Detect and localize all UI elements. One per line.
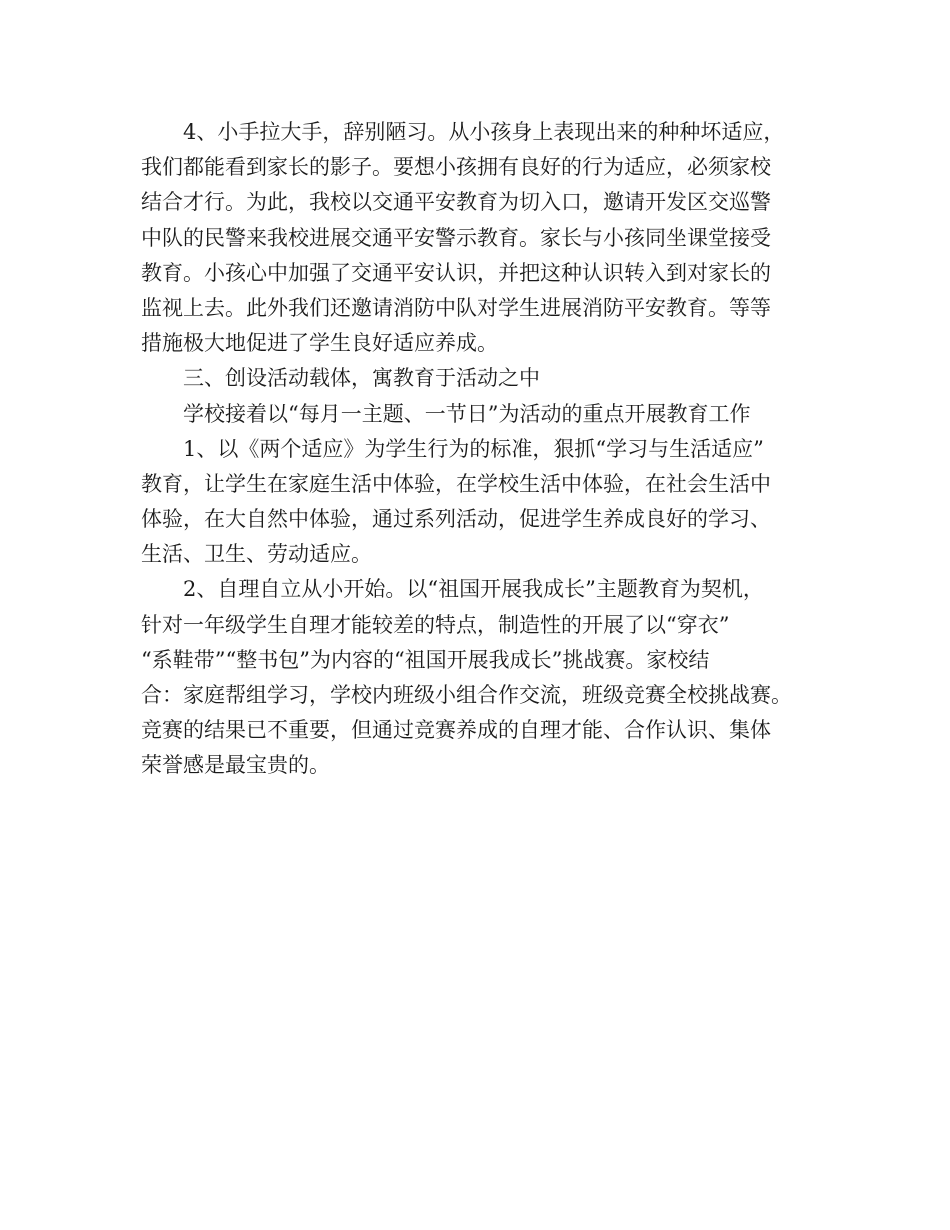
paragraph-traffic-safety	[141, 115, 831, 361]
text-line: 教育，让学生在家庭生活中体验，在学校生活中体验，在社会生活中	[141, 471, 771, 496]
paragraph-self-reliance	[141, 572, 831, 783]
text-line: 生活、卫生、劳动适应。	[141, 542, 372, 567]
text-line: “系鞋带”“整书包”为内容的“祖国开展我成长”挑战赛。家校结	[141, 647, 710, 672]
section-heading	[141, 361, 831, 396]
text-line: 我们都能看到家长的影子。要想小孩拥有良好的行为适应，必须家校	[141, 155, 771, 180]
text-line: 2、自理自立从小开始。以“祖国开展我成长”主题教育为契机，	[183, 577, 764, 602]
paragraph-monthly-theme	[141, 397, 831, 432]
text-line: 4、小手拉大手，辞别陋习。从小孩身上表现出来的种种坏适应，	[183, 120, 785, 144]
text-line: 针对一年级学生自理才能较差的特点，制造性的开展了以“穿衣”	[141, 612, 730, 637]
text-line: 教育。小孩心中加强了交通平安认识，并把这种认识转入到对家长的	[141, 260, 771, 285]
text-line: 措施极大地促进了学生良好适应养成。	[141, 331, 498, 356]
text-line: 三、创设活动载体，寓教育于活动之中	[183, 366, 540, 391]
text-line: 学校接着以“每月一主题、一节日”为活动的重点开展教育工作	[183, 401, 751, 426]
text-line: 荣誉感是最宝贵的。	[141, 753, 330, 778]
paragraph-two-habits	[141, 432, 831, 573]
text-line: 竞赛的结果已不重要，但通过竞赛养成的自理才能、合作认识、集体	[141, 718, 771, 743]
document-page	[141, 115, 831, 784]
text-line: 体验，在大自然中体验，通过系列活动，促进学生养成良好的学习、	[141, 507, 771, 532]
text-line: 结合才行。为此，我校以交通平安教育为切入口，邀请开发区交巡警	[141, 190, 771, 215]
text-line: 1、以《两个适应》为学生行为的标准，狠抓“学习与生活适应”	[183, 436, 764, 461]
text-line: 中队的民警来我校进展交通平安警示教育。家长与小孩同坐课堂接受	[141, 225, 771, 250]
text-line: 监视上去。此外我们还邀请消防中队对学生进展消防平安教育。等等	[141, 295, 771, 320]
text-line: 合：家庭帮组学习，学校内班级小组合作交流，班级竞赛全校挑战赛。	[141, 683, 792, 707]
